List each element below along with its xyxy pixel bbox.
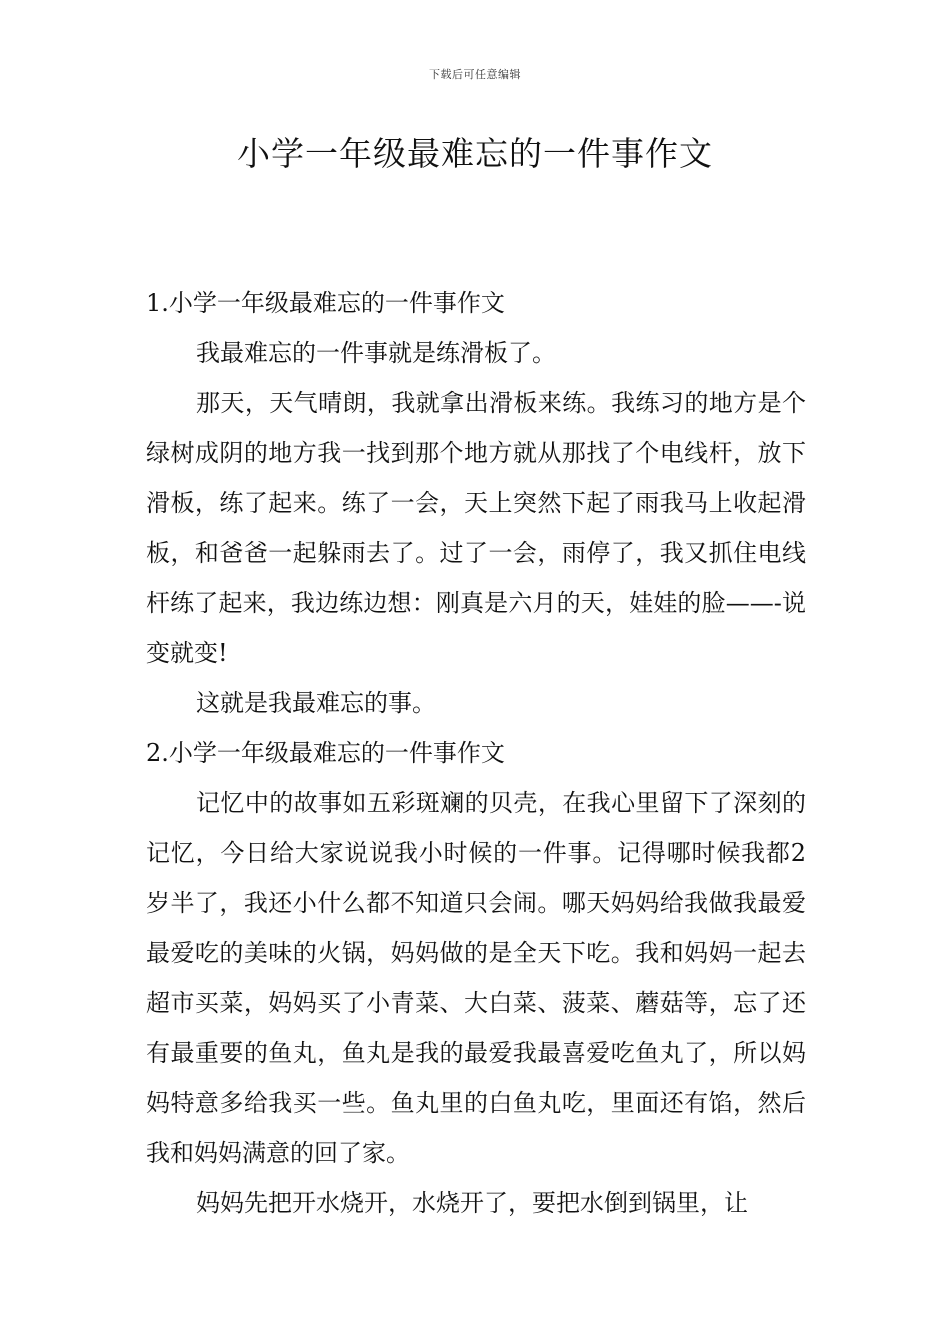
document-title: 小学一年级最难忘的一件事作文 — [237, 134, 713, 173]
paragraph: 记忆中的故事如五彩斑斓的贝壳，在我心里留下了深刻的记忆，今日给大家说说我小时候的一件事。记得哪时候我都2岁半了，我还小什么都不知道只会闹。哪天妈妈给我做我最爱最爱吃的美味的火锅，妈妈做的是全天下吃。我和妈妈一起去超市买菜，妈妈买了小青菜、大白菜、菠菜、蘑菇等，忘了还有最重要的鱼丸，鱼丸是我的最爱我最喜爱吃鱼丸了，所以妈妈特意多给我买一些。鱼丸里的白鱼丸吃，里面还有馅，然后我和妈妈满意的回了家。 — [146, 789, 806, 1167]
section-heading: 1.小学一年级最难忘的一件事作文 — [146, 289, 505, 317]
paragraph: 妈妈先把开水烧开，水烧开了，要把水倒到锅里，让 — [196, 1189, 748, 1217]
paragraph: 这就是我最难忘的事。 — [196, 689, 436, 717]
paragraph: 那天，天气晴朗，我就拿出滑板来练。我练习的地方是个绿树成阴的地方我一找到那个地方就从那找了个电线杆，放下滑板，练了起来。练了一会，天上突然下起了雨我马上收起滑板，和爸爸一起躲雨去了。过了一会，雨停了，我又抓住电线杆练了起来，我边练边想：刚真是六月的天，娃娃的脸——-说变就变! — [146, 389, 806, 667]
document-body — [146, 278, 806, 1228]
header-note: 下载后可任意编辑 — [429, 68, 521, 81]
section-heading: 2.小学一年级最难忘的一件事作文 — [146, 739, 505, 767]
paragraph: 我最难忘的一件事就是练滑板了。 — [196, 339, 556, 367]
